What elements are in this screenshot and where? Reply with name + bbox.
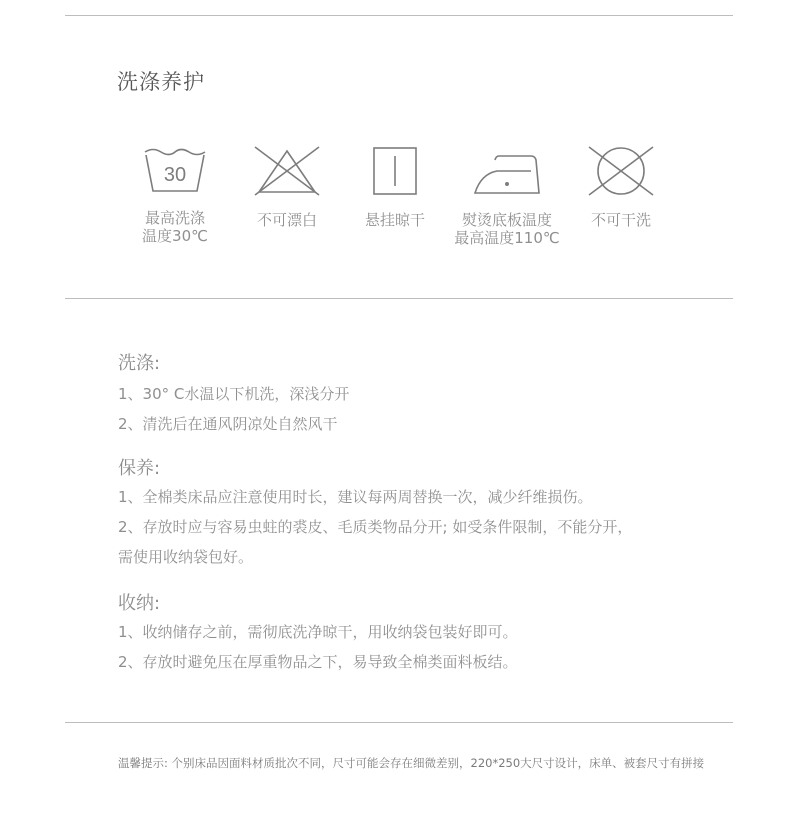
symbol-label-wash: 最高洗涤 温度30℃ xyxy=(142,209,208,245)
symbol-line-dry xyxy=(335,146,455,229)
wash-line-1: 1、30° C水温以下机洗，深浅分开 xyxy=(118,385,350,403)
bottom-divider xyxy=(65,722,733,723)
section-care xyxy=(118,457,718,572)
line-dry-icon xyxy=(372,146,418,196)
symbol-label-bleach: 不可漂白 xyxy=(256,211,317,229)
symbol-no-bleach xyxy=(227,146,347,229)
section-store xyxy=(118,592,718,677)
wash-30-icon xyxy=(143,146,207,194)
care-line-1: 1、全棉类床品应注意使用时长，建议每两周替换一次，减少纤维损伤。 xyxy=(118,488,593,506)
no-bleach-icon xyxy=(254,146,320,196)
footnote: 温馨提示: 个别床品因面料材质批次不同，尺寸可能会存在细微差别，220*250大尺寸设计，床单、被套尺寸有拼接 xyxy=(118,756,705,770)
section-heading-wash: 洗涤: xyxy=(118,353,161,374)
wash-temperature: 30 xyxy=(163,164,187,186)
care-line-2: 2、存放时应与容易虫蛀的裘皮、毛质类物品分开; 如受条件限制，不能分开， xyxy=(118,518,633,536)
symbol-label-dryclean: 不可干洗 xyxy=(590,211,651,229)
symbol-wash-30 xyxy=(115,146,235,245)
care-title: 洗涤养护 xyxy=(117,70,205,94)
section-heading-care: 保养: xyxy=(118,458,161,479)
care-line-3: 需使用收纳袋包好。 xyxy=(118,548,254,566)
symbol-label-iron: 熨烫底板温度 最高温度110℃ xyxy=(454,211,560,247)
store-line-2: 2、存放时避免压在厚重物品之下，易导致全棉类面料板结。 xyxy=(118,653,518,671)
symbol-label-dry: 悬挂晾干 xyxy=(364,211,425,229)
middle-divider xyxy=(65,298,733,299)
iron-icon xyxy=(471,146,543,196)
symbol-iron xyxy=(447,146,567,247)
no-dry-clean-icon xyxy=(588,146,654,196)
section-heading-store: 收纳: xyxy=(118,593,161,614)
top-divider xyxy=(65,15,733,16)
section-wash xyxy=(118,352,718,439)
symbol-no-dry-clean xyxy=(561,146,681,229)
wash-line-2: 2、清洗后在通风阴凉处自然风干 xyxy=(118,415,338,433)
store-line-1: 1、收纳储存之前，需彻底洗净晾干，用收纳袋包装好即可。 xyxy=(118,623,518,641)
